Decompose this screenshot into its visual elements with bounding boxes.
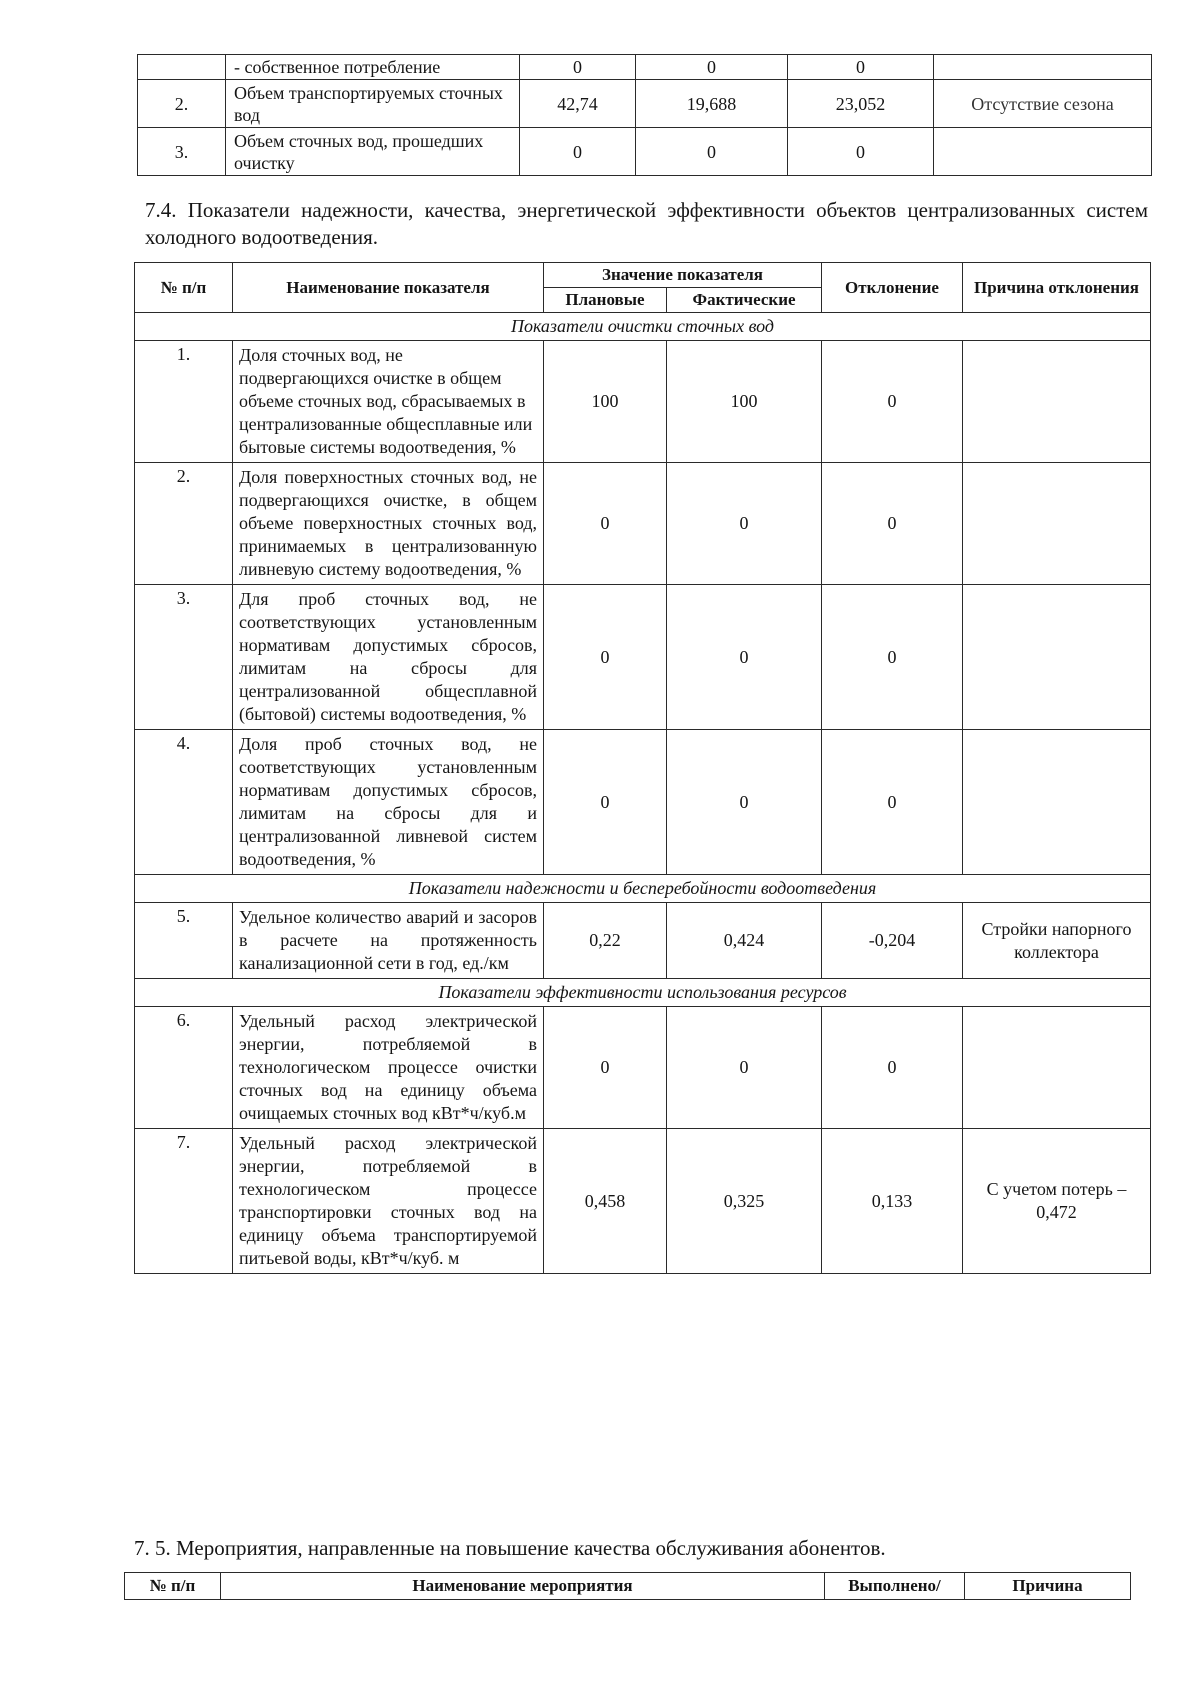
table-row bbox=[138, 55, 1152, 80]
table-row bbox=[138, 128, 1152, 176]
row-deviation: 0 bbox=[822, 463, 963, 585]
header-name: Наименование мероприятия bbox=[221, 1573, 825, 1600]
row-reason bbox=[963, 585, 1151, 730]
row-name: Для проб сточных вод, не соответствующих установленным нормативам допустимых сбросов, лимитам на сбросы для централизованной общесплавной (бытовой) системы водоотведения, % bbox=[233, 585, 544, 730]
row-deviation: 0 bbox=[822, 585, 963, 730]
header-value-group: Значение показателя bbox=[544, 263, 822, 288]
row-deviation: 0 bbox=[822, 341, 963, 463]
row-reason bbox=[963, 341, 1151, 463]
header-reason: Причина отклонения bbox=[963, 263, 1151, 313]
header-deviation: Отклонение bbox=[822, 263, 963, 313]
row-name: Доля сточных вод, не подвергающихся очистке в общем объеме сточных вод, сбрасываемых в централизованные общесплавные или бытовые системы водоотведения, % bbox=[233, 341, 544, 463]
group-title: Показатели эффективности использования ресурсов bbox=[135, 979, 1151, 1007]
row-actual: 0 bbox=[667, 1007, 822, 1129]
row-deviation: 0 bbox=[822, 730, 963, 875]
table-row bbox=[135, 730, 1151, 875]
row-number bbox=[138, 55, 226, 80]
row-note bbox=[934, 55, 1152, 80]
row-number: 7. bbox=[135, 1129, 233, 1274]
measures-table bbox=[124, 1572, 1131, 1600]
row-reason: С учетом потерь – 0,472 bbox=[963, 1129, 1151, 1274]
group-row bbox=[135, 979, 1151, 1007]
section-heading-7-5: 7. 5. Мероприятия, направленные на повышение качества обслуживания абонентов. bbox=[134, 1536, 886, 1560]
row-name: Объем сточных вод, прошедших очистку bbox=[226, 128, 520, 176]
row-name: Удельный расход электрической энергии, потребляемой в технологическом процессе транспортировки сточных вод на единицу объема транспортируемой питьевой воды, кВт*ч/куб. м bbox=[233, 1129, 544, 1274]
row-number: 2. bbox=[135, 463, 233, 585]
row-name: Доля поверхностных сточных вод, не подвергающихся очистке, в общем объеме поверхностных сточных вод, принимаемых в централизованную ливневую систему водоотведения, % bbox=[233, 463, 544, 585]
header-row bbox=[135, 263, 1151, 288]
table-row bbox=[135, 1007, 1151, 1129]
continued-volume-table bbox=[137, 54, 1152, 176]
header-num: № п/п bbox=[125, 1573, 221, 1600]
row-actual: 0 bbox=[667, 463, 822, 585]
row-planned: 0 bbox=[544, 463, 667, 585]
table-row bbox=[135, 1129, 1151, 1274]
row-number: 2. bbox=[138, 80, 226, 128]
row-deviation: -0,204 bbox=[822, 903, 963, 979]
row-note: Отсутствие сезона bbox=[934, 80, 1152, 128]
row-value-2: 0 bbox=[636, 128, 788, 176]
header-num: № п/п bbox=[135, 263, 233, 313]
row-number: 6. bbox=[135, 1007, 233, 1129]
row-value-3: 0 bbox=[788, 128, 934, 176]
row-actual: 0,325 bbox=[667, 1129, 822, 1274]
row-planned: 100 bbox=[544, 341, 667, 463]
header-row bbox=[125, 1573, 1131, 1600]
row-value-2: 0 bbox=[636, 55, 788, 80]
row-value-1: 42,74 bbox=[520, 80, 636, 128]
row-reason bbox=[963, 730, 1151, 875]
table-row bbox=[135, 463, 1151, 585]
group-title: Показатели надежности и бесперебойности водоотведения bbox=[135, 875, 1151, 903]
row-name: Доля проб сточных вод, не соответствующих установленным нормативам допустимых сбросов, лимитам на сбросы для и централизованной ливневой систем водоотведения, % bbox=[233, 730, 544, 875]
group-row bbox=[135, 313, 1151, 341]
group-title: Показатели очистки сточных вод bbox=[135, 313, 1151, 341]
row-name: Удельный расход электрической энергии, потребляемой в технологическом процессе очистки сточных вод на единицу объема очищаемых сточных вод кВт*ч/куб.м bbox=[233, 1007, 544, 1129]
row-reason bbox=[963, 463, 1151, 585]
indicators-table bbox=[134, 262, 1151, 1274]
row-note bbox=[934, 128, 1152, 176]
row-actual: 0,424 bbox=[667, 903, 822, 979]
header-actual: Фактические bbox=[667, 288, 822, 313]
header-name: Наименование показателя bbox=[233, 263, 544, 313]
row-planned: 0,458 bbox=[544, 1129, 667, 1274]
row-value-3: 23,052 bbox=[788, 80, 934, 128]
header-reason: Причина bbox=[965, 1573, 1131, 1600]
row-name: - собственное потребление bbox=[226, 55, 520, 80]
row-planned: 0 bbox=[544, 1007, 667, 1129]
row-reason: Стройки напорного коллектора bbox=[963, 903, 1151, 979]
table-row bbox=[135, 585, 1151, 730]
row-planned: 0,22 bbox=[544, 903, 667, 979]
row-value-3: 0 bbox=[788, 55, 934, 80]
table-row bbox=[135, 903, 1151, 979]
row-value-1: 0 bbox=[520, 128, 636, 176]
row-number: 1. bbox=[135, 341, 233, 463]
header-planned: Плановые bbox=[544, 288, 667, 313]
row-number: 4. bbox=[135, 730, 233, 875]
row-actual: 0 bbox=[667, 730, 822, 875]
row-planned: 0 bbox=[544, 730, 667, 875]
row-number: 5. bbox=[135, 903, 233, 979]
row-value-2: 19,688 bbox=[636, 80, 788, 128]
row-value-1: 0 bbox=[520, 55, 636, 80]
row-name: Удельное количество аварий и засоров в расчете на протяженность канализационной сети в год, ед./км bbox=[233, 903, 544, 979]
row-planned: 0 bbox=[544, 585, 667, 730]
row-deviation: 0 bbox=[822, 1007, 963, 1129]
table-row bbox=[135, 341, 1151, 463]
row-actual: 0 bbox=[667, 585, 822, 730]
section-heading-7-4: 7.4. Показатели надежности, качества, энергетической эффективности объектов централизованных систем холодного водоотведения. bbox=[145, 198, 1148, 249]
row-number: 3. bbox=[135, 585, 233, 730]
header-done: Выполнено/ bbox=[825, 1573, 965, 1600]
row-actual: 100 bbox=[667, 341, 822, 463]
table-row bbox=[138, 80, 1152, 128]
row-number: 3. bbox=[138, 128, 226, 176]
row-deviation: 0,133 bbox=[822, 1129, 963, 1274]
row-name: Объем транспортируемых сточных вод bbox=[226, 80, 520, 128]
row-reason bbox=[963, 1007, 1151, 1129]
group-row bbox=[135, 875, 1151, 903]
